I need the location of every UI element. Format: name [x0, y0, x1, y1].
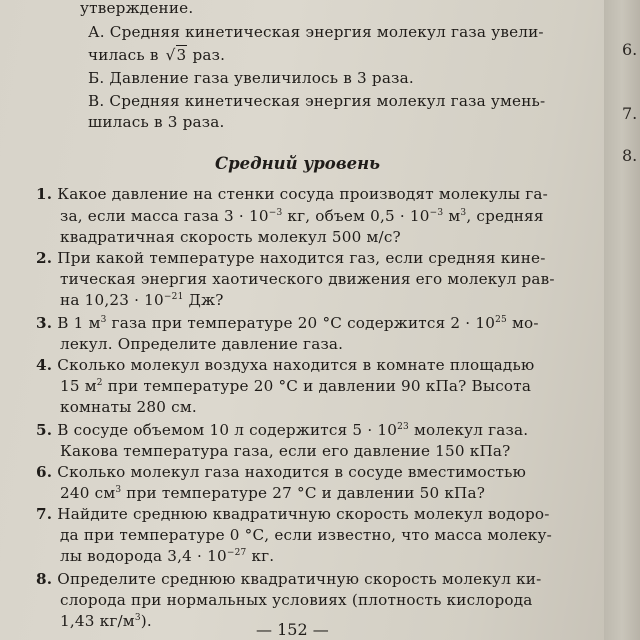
problem-3-line2: лекул. Определите давление газа. [60, 335, 344, 353]
problem-1-line1: 1. Какое давление на стенки сосуда производят молекулы га- [36, 185, 548, 203]
option-a-line2: чилась в √3 раз. [88, 46, 226, 64]
side-number-7: 7. [622, 104, 638, 123]
option-c-line1: В. Средняя кинетическая энергия молекул газа умень- [88, 92, 546, 110]
problem-6-line1: 6. Сколько молекул газа находится в сосуде вместимостью [36, 463, 527, 481]
problem-2-line2: тическая энергия хаотического движения его молекул рав- [60, 270, 555, 288]
problem-7-line2: да при температуре 0 °С, если известно, что масса молеку- [60, 526, 552, 544]
option-b: Б. Давление газа увеличилось в 3 раза. [88, 69, 414, 87]
problem-2-line3: на $10,23 \cdot 10^{-21}$ Дж? [60, 291, 224, 309]
problem-1-line3: квадратичная скорость молекул 500 м/с? [60, 228, 401, 246]
problem-3-line1: 3. В 1 $м^3$ газа при температуре 20 °С содержится $2 \cdot 10^{25}$ мо- [36, 314, 539, 332]
section-heading: Средний уровень [215, 154, 381, 173]
intro-text: утверждение. [80, 0, 194, 17]
problem-6-line2: 240 $см^3$ при температуре 27 °С и давлении 50 кПа? [60, 484, 486, 502]
problem-8-line2: слорода при нормальных условиях (плотность кислорода [60, 591, 533, 609]
problem-2-line1: 2. При какой температуре находится газ, если средняя кине- [36, 249, 546, 267]
problem-4-line1: 4. Сколько молекул воздуха находится в комнате площадью [36, 356, 535, 374]
problem-4-line2: 15 $м^2$ при температуре 20 °С и давлении 90 кПа? Высота [60, 377, 532, 395]
problem-7-line1: 7. Найдите среднюю квадратичную скорость молекул водоро- [36, 505, 550, 523]
option-c-line2: шилась в 3 раза. [88, 113, 225, 131]
problem-1-line2: за, если масса газа $3 \cdot 10^{-3}$ кг, объем $0,5 \cdot 10^{-3}$ $м^3$, средняя [60, 207, 544, 225]
option-a-line1: А. Средняя кинетическая энергия молекул газа увели- [88, 23, 544, 41]
problem-5-line2: Какова температура газа, если его давление 150 кПа? [60, 442, 511, 460]
page-number: — 152 — [256, 620, 329, 639]
problem-8-line1: 8. Определите среднюю квадратичную скорость молекул ки- [36, 570, 542, 588]
side-number-8: 8. [622, 146, 638, 165]
problem-7-line3: лы водорода $3,4 \cdot 10^{-27}$ кг. [60, 547, 275, 565]
side-number-6: 6. [622, 40, 638, 59]
problem-8-line3: 1,43 $кг/м^3$). [60, 612, 152, 630]
problem-5-line1: 5. В сосуде объемом 10 л содержится $5 \cdot 10^{23}$ молекул газа. [36, 421, 529, 439]
problem-4-line3: комнаты 280 см. [60, 398, 197, 416]
sqrt-symbol: √3 [165, 46, 187, 64]
neighbor-page-edge [604, 0, 640, 640]
